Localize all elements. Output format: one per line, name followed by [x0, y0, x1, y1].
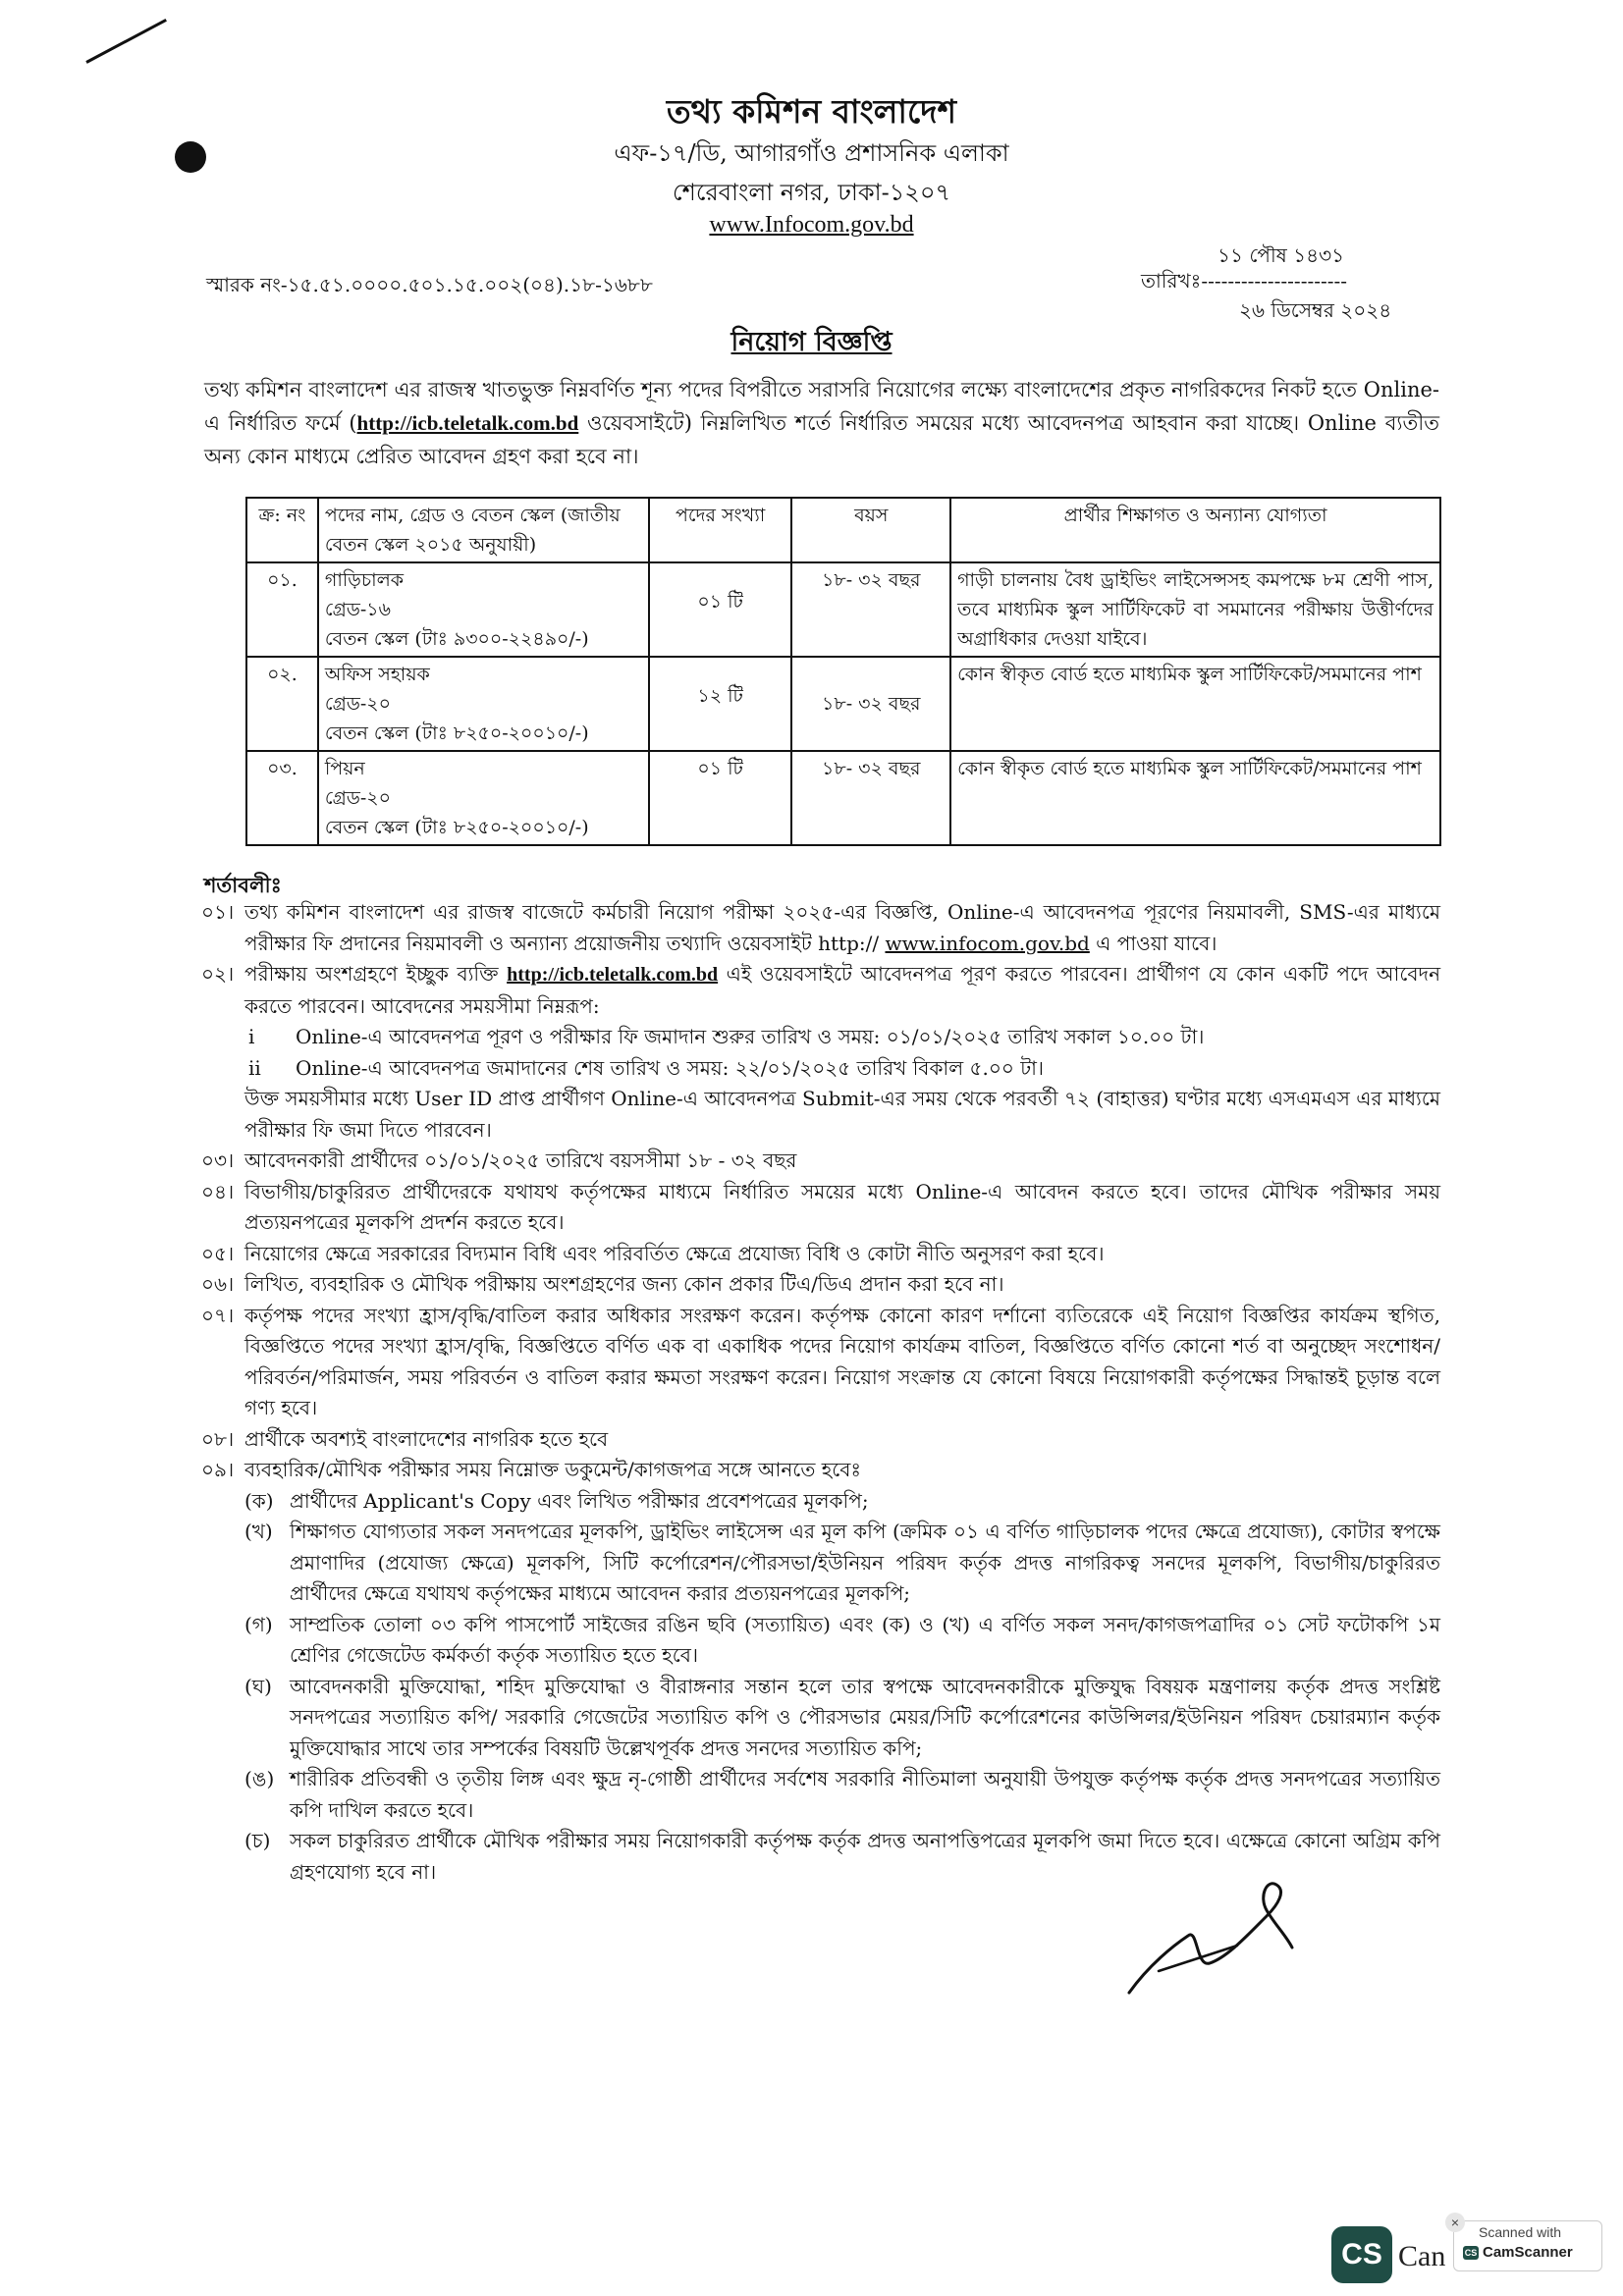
table-row [246, 751, 1440, 845]
post-name: গাড়িচালক [324, 569, 405, 591]
subitem-number: (ক) [244, 1488, 274, 1513]
date-label: তারিখঃ---------------------- [1141, 269, 1347, 293]
subitem-text: শারীরিক প্রতিবন্ধী ও তৃতীয় লিঙ্গ এবং ক্ষুদ্র নৃ-গোষ্ঠী প্রার্থীদের সর্বশেষ সরকারি নীতিমালা অনুযায়ী উপযুক্ত কর্তৃপক্ষ কর্তৃক প্রদত্ত সনদপত্রের সত্যায়িত কপি দাখিল করতে হবে। [290, 1767, 1440, 1822]
term-2-note: উক্ত সময়সীমার মধ্যে User ID প্রাপ্ত প্রার্থীগণ Online-এ আবেদনপত্র Submit-এর সময় থেকে পরবর্তী ৭২ (বাহাত্তর) ঘণ্টার মধ্যে এসএমএস এর মাধ্যমে পরীক্ষার ফি জমা দিতে পারবেন। [244, 1087, 1440, 1142]
posts-table [245, 497, 1441, 846]
notice-title: নিয়োগ বিজ্ঞপ্তি [730, 327, 893, 357]
row-age: ১৮- ৩২ বছর [791, 751, 950, 845]
subitem-text: Online-এ আবেদনপত্র পূরণ ও পরীক্ষার ফি জমাদান শুরুর তারিখ ও সময়: ০১/০১/২০২৫ তারিখ সকাল ১০.০০ টা। [296, 1025, 1205, 1048]
post-grade: গ্রেড-১৬ [324, 599, 391, 620]
row-count: ১২ টি [649, 657, 792, 751]
terms-list [201, 897, 1440, 1888]
table-row [246, 562, 1440, 657]
term-item [201, 1301, 1440, 1424]
scanned-with-text: Scanned with [1479, 2224, 1562, 2240]
subitem-number: (ঙ) [244, 1767, 275, 1790]
term-9-subitem [201, 1517, 1440, 1610]
header-post: পদের নাম, গ্রেড ও বেতন স্কেল (জাতীয় বেতন স্কেল ২০১৫ অনুযায়ী) [318, 498, 649, 562]
term-1-link[interactable]: www.infocom.gov.bd [885, 931, 1090, 955]
term-2-text-b: এই ওয়েবসাইটে আবেদনপত্র পূরণ করতে পারবেন। প্রার্থীগণ যে কোন একটি পদে আবেদন করতে পারবেন। আবেদনের সময়সীমা নিম্নরূপ: [244, 962, 1441, 1018]
organization-name: তথ্য কমিশন বাংলাদেশ [666, 92, 957, 131]
intro-link[interactable]: http://icb.teletalk.com.bd [356, 411, 579, 435]
term-number: ০২। [201, 962, 235, 986]
term-1-text-a: তথ্য কমিশন বাংলাদেশ এর রাজস্ব বাজেটে কর্মচারী নিয়োগ পরীক্ষা ২০২৫-এর বিজ্ঞপ্তি, Online-এ আবেদনপত্র পূরণের নিয়মাবলী, SMS-এর মাধ্যমে পরীক্ষার ফি প্রদানের নিয়মাবলী ও অন্যান্য প্রয়োজনীয় তথ্যাদি ওয়েবসাইট http:// [244, 900, 1441, 955]
subitem-text: Online-এ আবেদনপত্র জমাদানের শেষ তারিখ ও সময়: ২২/০১/২০২৫ তারিখ বিকাল ৫.০০ টা। [296, 1055, 1045, 1080]
term-item [201, 1424, 1440, 1456]
term-number: ০৫। [201, 1241, 235, 1265]
subitem-text: সাম্প্রতিক তোলা ০৩ কপি পাসপোর্ট সাইজের রঙিন ছবি (সত্যায়িত) এবং (ক) ও (খ) এ বর্ণিত সকল সনদ/কাগজপত্রাদির ০১ সেট ফটোকপি ১ম শ্রেণির গেজেটেড কর্মকর্তা কর্তৃক সত্যায়িত হতে হবে। [290, 1612, 1440, 1667]
term-text [244, 959, 1440, 1022]
term-number: ০৪। [201, 1179, 235, 1203]
term-2-link[interactable]: http://icb.teletalk.com.bd [507, 964, 719, 986]
subitem-text: আবেদনকারী মুক্তিযোদ্ধা, শহিদ মুক্তিযোদ্ধা ও বীরাঙ্গনার সন্তান হলে তার স্বপক্ষে আবেদনকারীকে মুক্তিযুদ্ধ বিষয়ক মন্ত্রণালয় কর্তৃক প্রদত্ত সংশ্লিষ্ট সনদপত্রের সত্যায়িত কপি/ সরকারি গেজেটের সত্যায়িত কপি ও পৌরসভার মেয়র/সিটি কর্পোরেশনের কাউন্সিলর/ইউনিয়ন পরিষদ চেয়ারম্যান কর্তৃক মুক্তিযোদ্ধার সাথে তার সম্পর্কের বিষয়টি উল্লেখপূর্বক প্রদত্ত সনদের সত্যায়িত কপি; [290, 1674, 1440, 1760]
signature-icon [1119, 1877, 1306, 2004]
term-9-subitem [201, 1764, 1440, 1826]
table-header-row [246, 498, 1440, 562]
term-number: ০৬। [201, 1272, 235, 1296]
post-scale: বেতন স্কেল (টাঃ ৮২৫০-২০০১০/-) [324, 817, 589, 838]
subitem-text: প্রার্থীদের Applicant's Copy এবং লিখিত পরীক্ষার প্রবেশপত্রের মূলকপি; [290, 1488, 869, 1513]
header-qualification: প্রার্থীর শিক্ষাগত ও অন্যান্য যোগ্যতা [950, 498, 1440, 562]
row-sl: ০৩. [246, 751, 318, 845]
subitem-number: (চ) [244, 1829, 271, 1852]
row-age: ১৮- ৩২ বছর [791, 562, 950, 657]
camscanner-name [1463, 2244, 1573, 2261]
table-row [246, 657, 1440, 751]
row-post [318, 751, 649, 845]
notice-intro [204, 373, 1439, 473]
post-scale: বেতন স্কেল (টাঃ ৮২৫০-২০০১০/-) [324, 722, 589, 744]
subitem-number: (ঘ) [244, 1674, 272, 1698]
term-item [201, 959, 1440, 1022]
term-text: প্রার্থীকে অবশ্যই বাংলাদেশের নাগরিক হতে হবে [244, 1426, 609, 1451]
subitem-number: (গ) [244, 1612, 273, 1636]
term-1-text-b: এ পাওয়া যাবে। [1089, 931, 1217, 955]
term-text: লিখিত, ব্যবহারিক ও মৌখিক পরীক্ষায় অংশগ্রহণের জন্য কোন প্রকার টিএ/ডিএ প্রদান করা হবে না। [244, 1272, 1004, 1296]
subitem-text: সকল চাকুরিরত প্রার্থীকে মৌখিক পরীক্ষার সময় নিয়োগকারী কর্তৃপক্ষ কর্তৃক প্রদত্ত অনাপত্তিপত্রের মূলকপি জমা দিতে হবে। এক্ষেত্রে কোনো অগ্রিম কপি গ্রহণযোগ্য হবে না। [290, 1829, 1440, 1884]
camscanner-label: CamScanner [1483, 2244, 1573, 2261]
term-item [201, 1146, 1440, 1177]
subitem-text: শিক্ষাগত যোগ্যতার সকল সনদপত্রের মূলকপি, ড্রাইভিং লাইসেন্স এর মূল কপি (ক্রমিক ০১ এ বর্ণিত গাড়িচালক পদের ক্ষেত্রে প্রযোজ্য), কোটার স্বপক্ষে প্রমাণাদির (প্রযোজ্য ক্ষেত্রে) মূলকপি, সিটি কর্পোরেশন/পৌরসভা/ইউনিয়ন পরিষদ কর্তৃক প্রদত্ত নাগরিকত্ব সনদের মূলকপি, বিভাগীয়/চাকুরিরত প্রার্থীদের ক্ষেত্রে যথাযথ কর্তৃপক্ষের মাধ্যমে আবেদন করার প্রত্যয়নপত্রের মূলকপি; [290, 1520, 1440, 1605]
term-number: ০১। [201, 900, 235, 924]
row-sl: ০২. [246, 657, 318, 751]
camscanner-cam-text: Can [1398, 2240, 1446, 2272]
term-item [201, 1177, 1440, 1239]
post-scale: বেতন স্কেল (টাঃ ৯৩০০-২২৪৯০/-) [324, 628, 589, 650]
post-name: পিয়ন [324, 758, 365, 779]
row-sl: ০১. [246, 562, 318, 657]
address-line-1: এফ-১৭/ডি, আগারগাঁও প্রশাসনিক এলাকা [614, 139, 1009, 167]
row-post [318, 657, 649, 751]
post-name: অফিস সহায়ক [324, 664, 430, 685]
camscanner-mini-icon: CS [1464, 2248, 1478, 2259]
subitem-number: i [248, 1025, 255, 1048]
camscanner-logo-icon: CS [1331, 2226, 1392, 2283]
header-sl: ক্র: নং [246, 498, 318, 562]
term-2-subitem [201, 1053, 1440, 1085]
row-qualification: কোন স্বীকৃত বোর্ড হতে মাধ্যমিক স্কুল সার্টিফিকেট/সমমানের পাশ [950, 751, 1440, 845]
date-english: ২৬ ডিসেম্বর ২০২৪ [1239, 298, 1392, 322]
row-qualification: কোন স্বীকৃত বোর্ড হতে মাধ্যমিক স্কুল সার্টিফিকেট/সমমানের পাশ [950, 657, 1440, 751]
website-link[interactable]: www.Infocom.gov.bd [709, 212, 914, 238]
post-grade: গ্রেড-২০ [324, 787, 391, 809]
term-item [201, 1239, 1440, 1270]
row-post [318, 562, 649, 657]
memo-reference: স্মারক নং-১৫.৫১.০০০০.৫০১.১৫.০০২(০৪).১৮-১৬৮৮ [206, 273, 653, 296]
term-text: ব্যবহারিক/মৌখিক পরীক্ষার সময় নিম্নোক্ত ডকুমেন্ট/কাগজপত্র সঙ্গে আনতে হবেঃ [244, 1458, 862, 1481]
subitem-number: ii [248, 1055, 261, 1080]
term-text [244, 897, 1440, 959]
term-number: ০৮। [201, 1426, 235, 1451]
term-2-text-a: পরীক্ষায় অংশগ্রহণে ইচ্ছুক ব্যক্তি [244, 962, 508, 986]
row-qualification: গাড়ী চালনায় বৈধ ড্রাইভিং লাইসেন্সসহ কমপক্ষে ৮ম শ্রেণী পাস, তবে মাধ্যমিক স্কুল সার্টিফিকেট বা সমমানের পরীক্ষায় উত্তীর্ণদের অগ্রাধিকার দেওয়া যাইবে। [950, 562, 1440, 657]
term-number: ০৩। [201, 1148, 235, 1172]
header-age: বয়স [791, 498, 950, 562]
term-number: ০৭। [201, 1303, 235, 1327]
term-text: বিভাগীয়/চাকুরিরত প্রার্থীদেরকে যথাযথ কর্তৃপক্ষের মাধ্যমে নির্ধারিত সময়ের মধ্যে Online-এ আবেদন করতে হবে। তাদের মৌখিক পরীক্ষার সময় প্রত্যয়নপত্রের মূলকপি প্রদর্শন করতে হবে। [244, 1179, 1440, 1234]
intro-text-1: তথ্য কমিশন বাংলাদেশ এর রাজস্ব খাতভুক্ত নিম্নবর্ণিত শূন্য পদের বিপরীতে সরাসরি নিয়োগের লক্ষ্যে বাংলাদেশের প্রকৃত নাগরিকদের নিকট হতে Online-এ নির্ধারিত ফর্মে ( [204, 378, 1439, 435]
terms-title: শর্তাবলীঃ [204, 873, 282, 897]
term-9-subitem [201, 1672, 1440, 1765]
intro-text-2: ওয়েবসাইটে) নিম্নলিখিত শর্তে নির্ধারিত সময়ের মধ্যে আবেদনপত্র আহবান করা যাচ্ছে। Online ব্যতীত অন্য কোন মাধ্যমে প্রেরিত আবেদন গ্রহণ করা হবে না। [204, 411, 1439, 468]
subitem-number: (খ) [244, 1520, 273, 1543]
term-number: ০৯। [201, 1458, 235, 1481]
term-item [201, 1455, 1440, 1486]
term-text: কর্তৃপক্ষ পদের সংখ্যা হ্রাস/বৃদ্ধি/বাতিল করার অধিকার সংরক্ষণ করেন। কর্তৃপক্ষ কোনো কারণ দর্শানো ব্যতিরেকে এই নিয়োগ বিজ্ঞপ্তির কার্যক্রম স্থগিত, বিজ্ঞপ্তিতে পদের সংখ্যা হ্রাস/বৃদ্ধি, বিজ্ঞপ্তিতে বর্ণিত এক বা একাধিক পদের নিয়োগ কার্যক্রম বাতিল, বিজ্ঞপ্তিতে বর্ণিত কোনো শর্ত বা অনুচ্ছেদ সংশোধন/পরিবর্তন/পরিমার্জন, সময় পরিবর্তন ও বাতিল করার ক্ষমতা সংরক্ষণ করেন। নিয়োগ সংক্রান্ত যে কোনো বিষয়ে নিয়োগকারী কর্তৃপক্ষের সিদ্ধান্তই চূড়ান্ত বলে গণ্য হবে। [244, 1303, 1440, 1419]
term-2-subitem [201, 1022, 1440, 1053]
address-line-2: শেরেবাংলা নগর, ঢাকা-১২০৭ [672, 179, 951, 206]
term-text: আবেদনকারী প্রার্থীদের ০১/০১/২০২৫ তারিখে বয়সসীমা ১৮ - ৩২ বছর [244, 1148, 797, 1172]
row-age: ১৮- ৩২ বছর [791, 657, 950, 751]
post-grade: গ্রেড-২০ [324, 693, 391, 715]
term-item [201, 897, 1440, 959]
row-count: ০১ টি [649, 751, 792, 845]
row-count: ০১ টি [649, 562, 792, 657]
pen-stroke-mark [85, 19, 167, 64]
date-bangla: ১১ পৌষ ১৪৩১ [1217, 243, 1345, 267]
close-icon[interactable]: × [1445, 2213, 1465, 2232]
term-text: নিয়োগের ক্ষেত্রে সরকারের বিদ্যমান বিধি এবং পরিবর্তিত ক্ষেত্রে প্রযোজ্য বিধি ও কোটা নীতি অনুসরণ করা হবে। [244, 1241, 1105, 1265]
term-item [201, 1269, 1440, 1301]
header-count: পদের সংখ্যা [649, 498, 792, 562]
term-9-subitem [201, 1486, 1440, 1518]
term-9-subitem [201, 1610, 1440, 1672]
